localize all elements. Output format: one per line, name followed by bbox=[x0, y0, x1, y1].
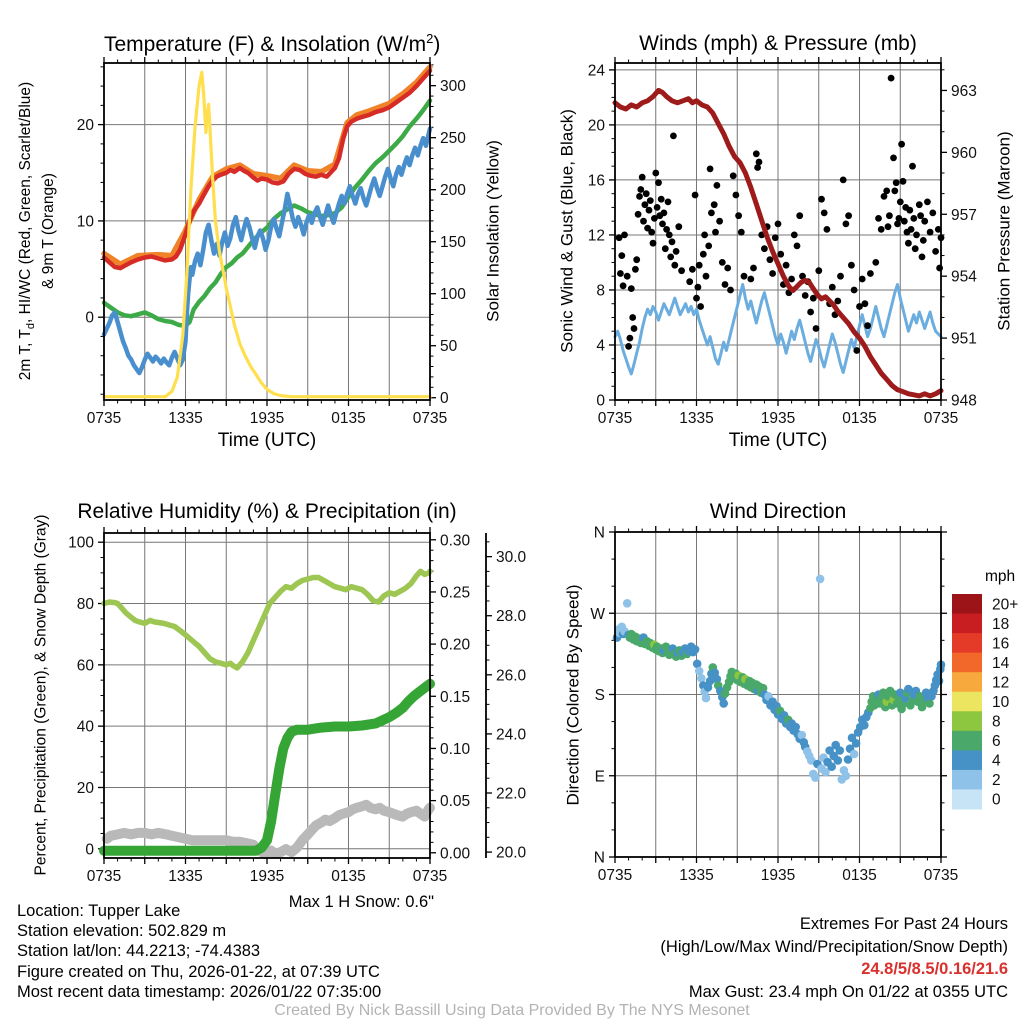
winds-chart-title: Winds (mph) & Pressure (mb) bbox=[639, 32, 917, 55]
credit-line: Created By Nick Bassill Using Data Provided By The NYS Mesonet bbox=[274, 1002, 750, 1019]
colorbar-title: mph bbox=[985, 568, 1016, 585]
svg-text:957: 957 bbox=[951, 206, 977, 224]
max-snow-note: Max 1 H Snow: 0.6" bbox=[288, 893, 434, 911]
svg-text:0: 0 bbox=[596, 392, 605, 410]
svg-text:4: 4 bbox=[596, 337, 605, 355]
svg-text:1935: 1935 bbox=[760, 410, 796, 427]
svg-text:40: 40 bbox=[76, 718, 94, 736]
svg-text:1935: 1935 bbox=[760, 867, 796, 884]
station-info bbox=[17, 901, 381, 1002]
station-latlon: Station lat/lon: 44.2213; -74.4383 bbox=[17, 942, 261, 961]
svg-text:0735: 0735 bbox=[923, 867, 959, 884]
svg-text:960: 960 bbox=[951, 144, 977, 162]
svg-text:0.25: 0.25 bbox=[440, 584, 471, 602]
svg-text:N: N bbox=[593, 849, 605, 867]
data-timestamp: Most recent data timestamp: 2026/01/22 07:35:00 bbox=[17, 982, 382, 1001]
humidity-y-axis-label: Percent, Precipitation (Green), & Snow Depth (Gray) bbox=[32, 514, 50, 876]
svg-text:20.0: 20.0 bbox=[496, 844, 527, 862]
svg-text:100: 100 bbox=[68, 534, 94, 552]
svg-text:0: 0 bbox=[85, 309, 94, 327]
svg-text:0135: 0135 bbox=[842, 867, 877, 884]
svg-text:0: 0 bbox=[440, 390, 449, 408]
svg-text:S: S bbox=[594, 687, 605, 704]
temperature-chart-title: Temperature (F) & Insolation $(W/m^2)$ bbox=[104, 31, 441, 56]
winds-pressure-chart bbox=[588, 57, 977, 427]
svg-text:2: 2 bbox=[992, 772, 1001, 790]
svg-text:24: 24 bbox=[587, 62, 605, 80]
svg-text:0135: 0135 bbox=[842, 410, 877, 427]
svg-text:200: 200 bbox=[440, 182, 466, 200]
svg-text:951: 951 bbox=[951, 330, 977, 348]
svg-text:963: 963 bbox=[951, 82, 977, 100]
svg-text:16: 16 bbox=[992, 635, 1010, 653]
svg-text:4: 4 bbox=[992, 752, 1001, 770]
wind-direction-chart-title: Wind Direction bbox=[709, 500, 847, 523]
wind-direction-chart bbox=[590, 525, 958, 885]
wind-gusts-black bbox=[616, 75, 945, 354]
extremes-subtitle: (High/Low/Max Wind/Precipitation/Snow Depth) bbox=[660, 937, 1008, 956]
svg-text:1935: 1935 bbox=[249, 868, 285, 885]
svg-text:0735: 0735 bbox=[597, 867, 633, 884]
svg-text:W: W bbox=[590, 605, 605, 623]
svg-text:0.30: 0.30 bbox=[440, 532, 471, 550]
svg-text:300: 300 bbox=[440, 78, 466, 96]
svg-text:22.0: 22.0 bbox=[496, 785, 527, 803]
svg-text:28.0: 28.0 bbox=[496, 608, 527, 626]
svg-text:26.0: 26.0 bbox=[496, 667, 527, 685]
winds-x-axis-label: Time (UTC) bbox=[728, 430, 828, 451]
svg-text:20: 20 bbox=[587, 117, 605, 135]
svg-text:1335: 1335 bbox=[168, 868, 203, 885]
svg-text:12: 12 bbox=[587, 227, 605, 245]
temperature-y-axis-label: 2m T, $T_d$, HI/WC (Red, Green, Scarlet/Blue) & 9m T (Orange) bbox=[16, 81, 58, 381]
svg-text:20: 20 bbox=[76, 779, 94, 797]
svg-text:30.0: 30.0 bbox=[496, 549, 527, 567]
svg-text:60: 60 bbox=[76, 657, 94, 675]
insolation-y-axis-label: Solar Insolation (Yellow) bbox=[483, 140, 503, 322]
svg-text:10: 10 bbox=[76, 213, 94, 231]
svg-text:8: 8 bbox=[596, 282, 605, 300]
svg-text:20: 20 bbox=[76, 117, 94, 135]
temperature-x-axis-label: Time (UTC) bbox=[217, 430, 317, 451]
temperature-insolation-chart bbox=[77, 57, 466, 427]
station-elevation: Station elevation: 502.829 m bbox=[17, 922, 227, 941]
svg-text:1335: 1335 bbox=[679, 410, 714, 427]
svg-text:0: 0 bbox=[992, 791, 1001, 809]
svg-text:18: 18 bbox=[992, 615, 1010, 633]
direction-y-axis-label: Direction (Colored By Speed) bbox=[563, 584, 583, 806]
sonic-wind-y-axis-label: Sonic Wind & Gust (Blue, Black) bbox=[557, 109, 577, 353]
svg-text:8: 8 bbox=[992, 713, 1001, 731]
svg-text:0135: 0135 bbox=[331, 410, 366, 427]
svg-text:24.0: 24.0 bbox=[496, 726, 527, 744]
svg-text:150: 150 bbox=[440, 234, 466, 252]
svg-text:0735: 0735 bbox=[86, 410, 122, 427]
extremes-title: Extremes For Past 24 Hours bbox=[799, 915, 1008, 933]
svg-text:N: N bbox=[593, 524, 605, 542]
svg-text:E: E bbox=[594, 768, 605, 786]
figure-created: Figure created on Thu, 2026-01-22, at 07:39 UTC bbox=[17, 962, 380, 981]
svg-text:250: 250 bbox=[440, 130, 466, 148]
speed-colorbar bbox=[952, 594, 1018, 810]
max-gust: Max Gust: 23.4 mph On 01/22 at 0355 UTC bbox=[688, 982, 1008, 1001]
svg-text:6: 6 bbox=[992, 733, 1001, 751]
svg-text:0735: 0735 bbox=[412, 868, 448, 885]
svg-text:0.10: 0.10 bbox=[440, 740, 471, 758]
svg-text:0.20: 0.20 bbox=[440, 636, 471, 654]
svg-text:954: 954 bbox=[951, 268, 977, 286]
svg-text:0135: 0135 bbox=[331, 868, 366, 885]
humidity-chart-title: Relative Humidity (%) & Precipitation (in) bbox=[77, 500, 457, 523]
svg-text:50: 50 bbox=[440, 338, 458, 356]
svg-text:0: 0 bbox=[85, 841, 94, 859]
svg-text:0735: 0735 bbox=[597, 410, 633, 427]
svg-text:80: 80 bbox=[76, 596, 94, 614]
svg-text:14: 14 bbox=[992, 654, 1010, 672]
pressure-y-axis-label: Station Pressure (Maroon) bbox=[994, 131, 1014, 331]
svg-text:10: 10 bbox=[992, 694, 1010, 711]
extremes-block bbox=[660, 913, 1008, 1003]
humidity-precip-chart bbox=[68, 527, 526, 885]
svg-text:16: 16 bbox=[587, 172, 605, 190]
svg-text:1335: 1335 bbox=[679, 867, 714, 884]
wind-direction-dots bbox=[613, 575, 946, 784]
svg-text:0735: 0735 bbox=[923, 410, 959, 427]
svg-text:1335: 1335 bbox=[168, 410, 203, 427]
svg-text:0735: 0735 bbox=[412, 410, 448, 427]
svg-text:1935: 1935 bbox=[249, 410, 285, 427]
extremes-values: 24.8/5/8.5/0.16/21.6 bbox=[861, 960, 1008, 978]
svg-text:12: 12 bbox=[992, 674, 1010, 692]
station-location: Location: Tupper Lake bbox=[17, 902, 181, 920]
svg-text:0735: 0735 bbox=[86, 868, 122, 885]
svg-text:948: 948 bbox=[951, 392, 977, 410]
svg-text:20+: 20+ bbox=[992, 596, 1019, 614]
svg-text:0.00: 0.00 bbox=[440, 845, 471, 863]
svg-text:100: 100 bbox=[440, 286, 466, 304]
svg-text:0.05: 0.05 bbox=[440, 793, 471, 811]
svg-text:0.15: 0.15 bbox=[440, 688, 471, 706]
